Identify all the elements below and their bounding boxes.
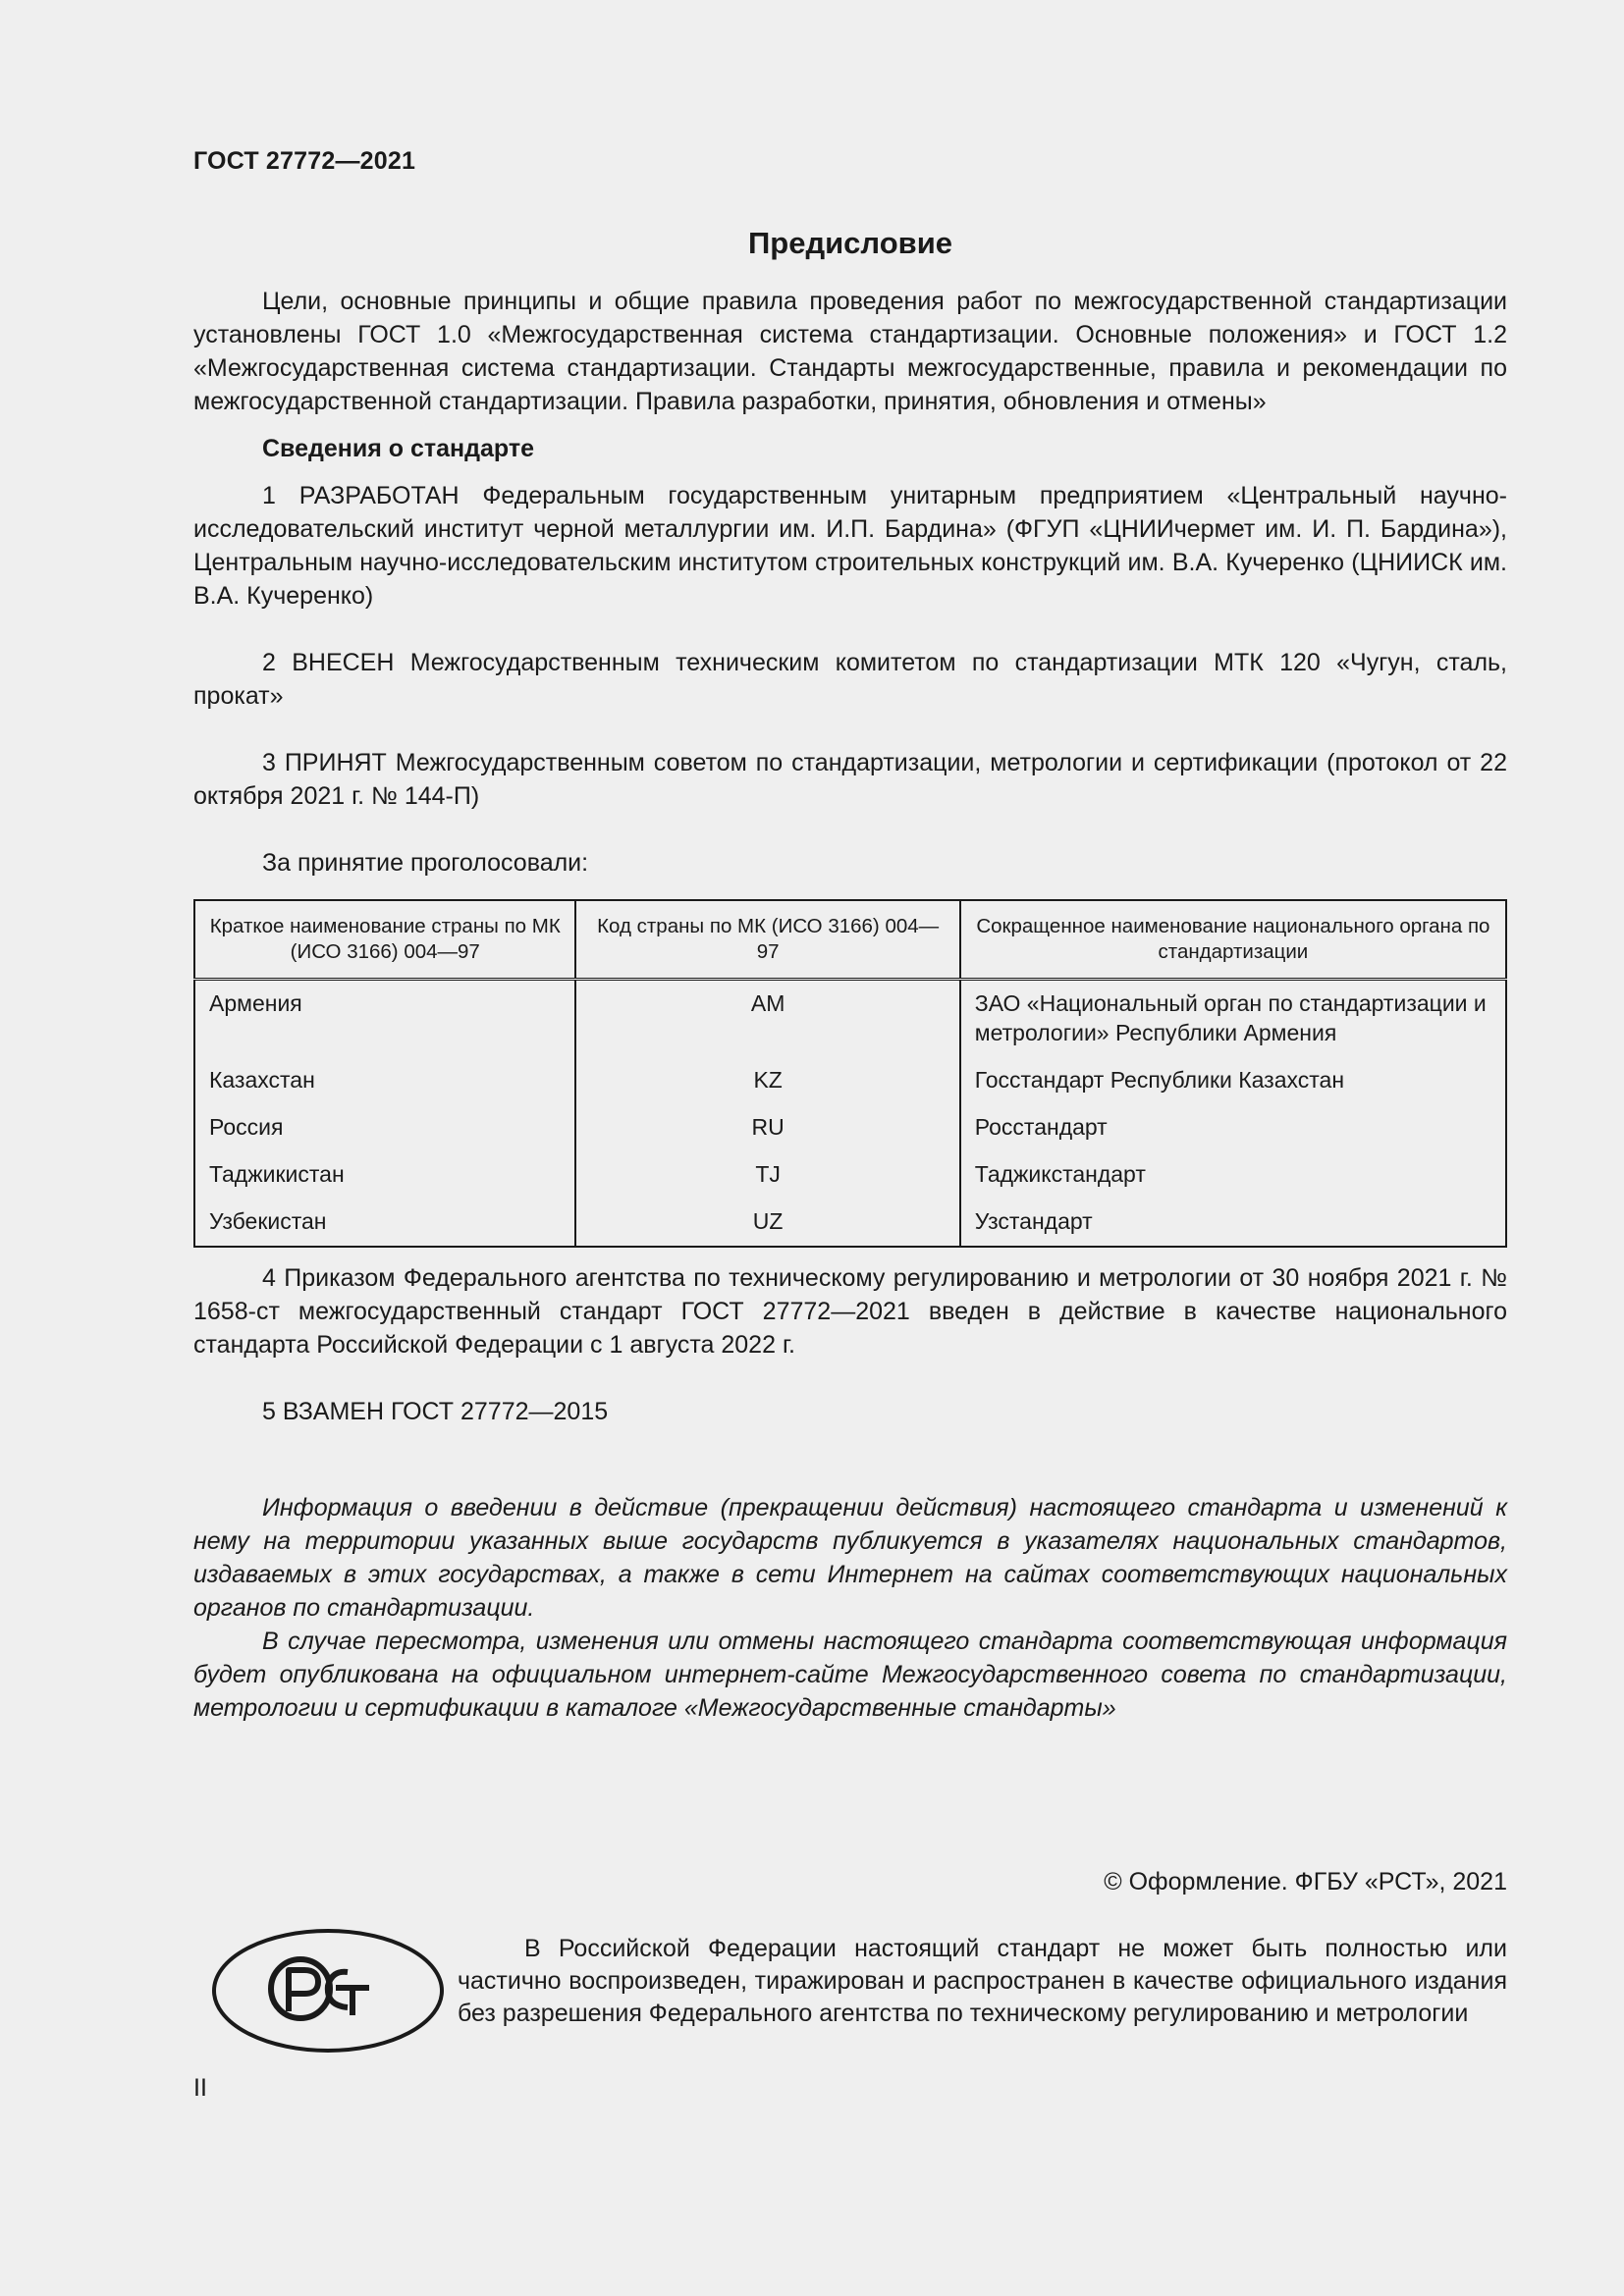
preface-content bbox=[193, 285, 1507, 1725]
table-cell-code: KZ bbox=[575, 1057, 959, 1104]
table-cell-body: Таджикстандарт bbox=[960, 1151, 1506, 1199]
rst-logo-icon bbox=[210, 1927, 446, 2055]
replaces-paragraph: 5 ВЗАМЕН ГОСТ 27772—2015 bbox=[262, 1398, 609, 1425]
table-cell-code: UZ bbox=[575, 1199, 959, 1247]
table-row bbox=[194, 1199, 1506, 1247]
introduced-paragraph: 2 ВНЕСЕН Межгосударственным техническим комитетом по стандартизации МТК 120 «Чугун, сталь, прокат» bbox=[193, 649, 1507, 710]
enacted-paragraph: 4 Приказом Федерального агентства по техническому регулированию и метрологии от 30 ноября 2021 г. № 1658-ст межгосударственный стандарт ГОСТ 27772—2021 введен в действие в качестве национального стандарта Российской Федерации с 1 августа 2022 г. bbox=[193, 1264, 1507, 1359]
table-header-code: Код страны по МК (ИСО 3166) 004—97 bbox=[575, 900, 959, 980]
reproduction-notice bbox=[458, 1933, 1507, 2030]
table-header-country: Краткое наименование страны по МК (ИСО 3166) 004—97 bbox=[194, 900, 575, 980]
developed-paragraph: 1 РАЗРАБОТАН Федеральным государственным унитарным предприятием «Центральный научно-исследовательский институт черной металлургии им. И.П. Бардина» (ФГУП «ЦНИИчермет им. И. П. Бардина»), Центральным научно-исследовательским институтом строительных конструкций им. В.А. Кучеренко (ЦНИИСК им. В.А. Кучеренко) bbox=[193, 482, 1507, 610]
table-cell-body: ЗАО «Национальный орган по стандартизации и метрологии» Республики Армения bbox=[960, 980, 1506, 1058]
table-cell-body: Узстандарт bbox=[960, 1199, 1506, 1247]
table-cell-code: AM bbox=[575, 980, 959, 1058]
table-cell-country: Казахстан bbox=[194, 1057, 575, 1104]
table-cell-country: Армения bbox=[194, 980, 575, 1058]
table-cell-body: Росстандарт bbox=[960, 1104, 1506, 1151]
document-code: ГОСТ 27772—2021 bbox=[193, 147, 416, 175]
table-row bbox=[194, 980, 1506, 1058]
member-countries-table bbox=[193, 899, 1507, 1248]
table-header-body: Сокращенное наименование национального органа по стандартизации bbox=[960, 900, 1506, 980]
voted-label: За принятие проголосовали: bbox=[262, 849, 589, 877]
info-heading: Сведения о стандарте bbox=[262, 435, 535, 462]
table-row bbox=[194, 1104, 1506, 1151]
table-cell-body: Госстандарт Республики Казахстан bbox=[960, 1057, 1506, 1104]
table-cell-country: Таджикистан bbox=[194, 1151, 575, 1199]
page-number: II bbox=[193, 2074, 207, 2102]
notes-block bbox=[193, 1491, 1507, 1725]
table-row bbox=[194, 1057, 1506, 1104]
reproduction-notice-text: В Российской Федерации настоящий стандарт не может быть полностью или частично воспроизведен, тиражирован и распространен в качестве официального издания без разрешения Федерального агентства по техническому регулированию и метрологии bbox=[458, 1935, 1507, 2027]
notes-paragraph-2: В случае пересмотра, изменения или отмены настоящего стандарта соответствующая информация будет опубликована на официальном интернет-сайте Межгосударственного совета по стандартизации, метрологии и сертификации в каталоге «Межгосударственные стандарты» bbox=[193, 1628, 1507, 1722]
adopted-paragraph: 3 ПРИНЯТ Межгосударственным советом по стандартизации, метрологии и сертификации (протокол от 22 октября 2021 г. № 144-П) bbox=[193, 749, 1507, 810]
table-cell-code: TJ bbox=[575, 1151, 959, 1199]
table-row bbox=[194, 1151, 1506, 1199]
table-cell-country: Россия bbox=[194, 1104, 575, 1151]
notes-paragraph-1: Информация о введении в действие (прекращении действия) настоящего стандарта и изменений к нему на территории указанных выше государств публикуется в указателях национальных стандартов, издаваемых в этих государствах, а также в сети Интернет на сайтах соответствующих национальных органов по стандартизации. bbox=[193, 1494, 1507, 1622]
table-cell-code: RU bbox=[575, 1104, 959, 1151]
page-title: Предисловие bbox=[747, 226, 952, 260]
copyright-line: © Оформление. ФГБУ «РСТ», 2021 bbox=[1104, 1868, 1507, 1896]
intro-paragraph: Цели, основные принципы и общие правила проведения работ по межгосударственной стандартизации установлены ГОСТ 1.0 «Межгосударственная система стандартизации. Основные положения» и ГОСТ 1.2 «Межгосударственная система стандартизации. Стандарты межгосударственные, правила и рекомендации по межгосударственной стандартизации. Правила разработки, принятия, обновления и отмены» bbox=[193, 288, 1507, 415]
table-header-row bbox=[194, 900, 1506, 980]
table-cell-country: Узбекистан bbox=[194, 1199, 575, 1247]
